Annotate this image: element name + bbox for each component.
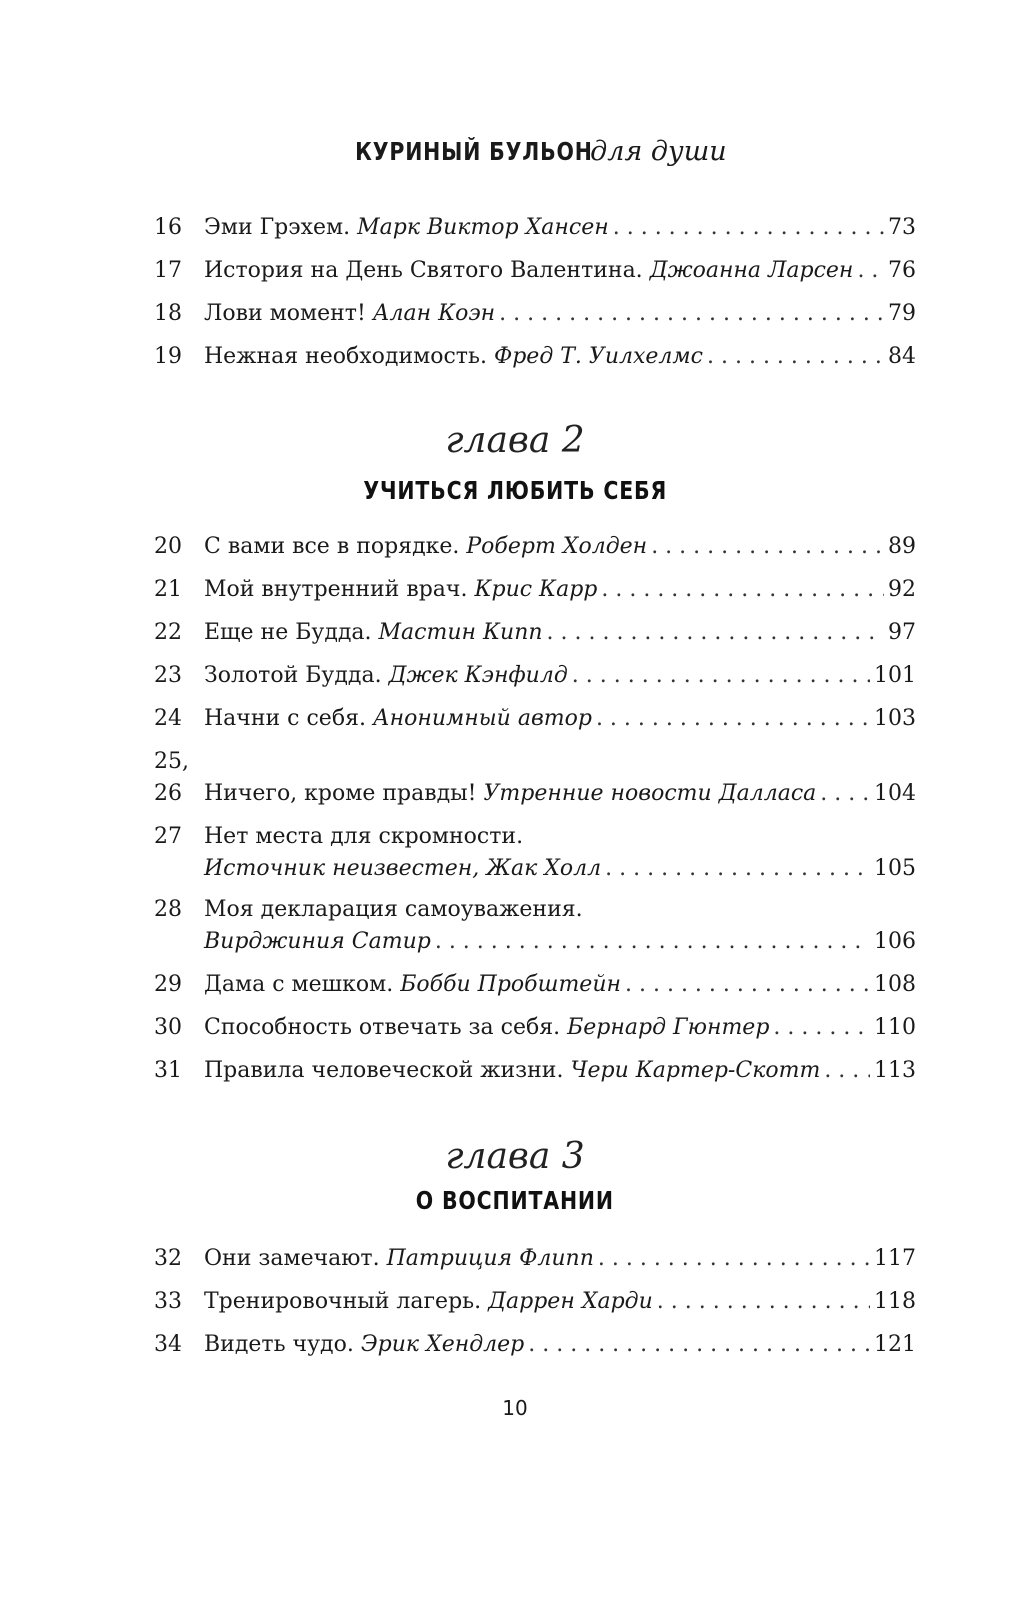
entry-number: 20 [154,534,182,559]
entry-number: 31 [154,1058,182,1083]
toc-entry [154,703,916,735]
toc-entry [154,574,916,606]
dot-leader [773,1012,870,1044]
entry-page: 121 [874,1332,916,1357]
entry-page: 117 [874,1246,916,1271]
entry-number: 27 [154,824,182,849]
entry-title: Начни с себя. [204,706,366,731]
entry-author: Джек Кэнфилд [388,663,568,688]
entry-author: Фред Т. Уилхелмс [493,344,703,369]
dot-leader [572,660,870,692]
entry-page: 89 [888,534,916,559]
entry-page: 104 [874,781,916,806]
dot-leader [613,212,884,244]
entry-title: Эми Грэхем. [204,215,351,240]
entry-author: Бобби Пробштейн [400,972,621,997]
entry-page: 118 [874,1289,916,1314]
toc-entry [154,1329,916,1361]
dot-leader [547,617,884,649]
entry-page: 79 [888,301,916,326]
entry-author: Джоанна Ларсен [649,258,854,283]
entry-title: Способность отвечать за себя. [204,1015,561,1040]
entry-number: 28 [154,897,182,922]
entry-page: 110 [874,1015,916,1040]
entry-author: Бернард Гюнтер [567,1015,770,1040]
entry-author: Алан Коэн [372,301,496,326]
page-number: 10 [502,1396,528,1420]
dot-leader [605,853,870,885]
toc-entry [154,255,916,287]
dot-leader [601,574,884,606]
entry-number: 19 [154,344,182,369]
entry-page: 73 [888,215,916,240]
entry-number: 22 [154,620,182,645]
entry-title: Нежная необходимость. [204,344,487,369]
entry-title: История на День Святого Валентина. [204,258,643,283]
book-title-caps: КУРИНЫЙ БУЛЬОН [355,137,594,166]
chapter-label: глава 3 [445,1136,585,1177]
toc-entry [154,969,916,1001]
entry-title: Ничего, кроме правды! [204,781,477,806]
toc-entry [154,341,916,373]
entry-author: Утренние новости Далласа [483,781,817,806]
dot-leader [857,255,884,287]
dot-leader [596,703,870,735]
entry-page: 84 [888,344,916,369]
entry-author: Эрик Хендлер [360,1332,525,1357]
dot-leader [824,1055,870,1087]
entry-number: 30 [154,1015,182,1040]
entry-page: 106 [874,929,916,954]
entry-number: 26 [154,781,182,806]
entry-author: Мастин Кипп [378,620,543,645]
toc-entry [154,660,916,692]
toc-entry [154,1012,916,1044]
dot-leader [625,969,870,1001]
entry-page: 108 [874,972,916,997]
entry-page: 92 [888,577,916,602]
entry-number: 25, [154,749,189,774]
toc-entry [154,746,916,778]
entry-author: Чери Картер-Скотт [570,1058,821,1083]
book-title-script: для души [590,136,727,167]
entry-author: Крис Карр [474,577,598,602]
entry-page: 101 [874,663,916,688]
entry-title: Они замечают. [204,1246,380,1271]
entry-page: 113 [874,1058,916,1083]
chapter-title: УЧИТЬСЯ ЛЮБИТЬ СЕБЯ [363,476,667,505]
chapter-title: О ВОСПИТАНИИ [415,1186,615,1215]
dot-leader [820,778,870,810]
entry-page: 103 [874,706,916,731]
entry-title: Лови момент! [204,301,366,326]
entry-title: Золотой Будда. [204,663,382,688]
chapter-label: глава 2 [445,420,585,461]
toc-section-1 [154,212,916,373]
entry-number: 24 [154,706,182,731]
entry-page: 97 [888,620,916,645]
entry-author: Роберт Холден [466,534,648,559]
entry-author: Патриция Флипп [386,1246,594,1271]
toc-entry [154,821,916,885]
entry-title: Моя декларация самоуважения. [204,897,583,922]
entry-number: 32 [154,1246,182,1271]
running-header [0,136,1030,167]
entry-page: 105 [874,856,916,881]
toc-entry [154,894,916,958]
entry-number: 34 [154,1332,182,1357]
entry-author: Анонимный автор [372,706,592,731]
entry-title: Тренировочный лагерь. [204,1289,482,1314]
entry-number: 29 [154,972,182,997]
toc-entry [154,531,916,563]
entry-number: 33 [154,1289,182,1314]
toc-entry [154,778,916,810]
dot-leader [651,531,884,563]
entry-title: Дама с мешком. [204,972,394,997]
entry-title: Нет места для скромности. [204,824,524,849]
dot-leader [707,341,884,373]
entry-title: Правила человеческой жизни. [204,1058,564,1083]
entry-author: Вирджиния Сатир [204,929,431,954]
entry-number: 21 [154,577,182,602]
dot-leader [499,298,884,330]
entry-title: Видеть чудо. [204,1332,354,1357]
entry-number: 16 [154,215,182,240]
toc-entry [154,212,916,244]
entry-author: Даррен Харди [488,1289,653,1314]
dot-leader [528,1329,870,1361]
toc-entry [154,1243,916,1275]
entry-title: С вами все в порядке. [204,534,460,559]
toc-entry [154,1286,916,1318]
toc-section-3 [154,1243,916,1361]
entry-title: Еще не Будда. [204,620,372,645]
entry-number: 23 [154,663,182,688]
toc-entry [154,298,916,330]
toc-section-2 [154,531,916,1087]
toc-entry [154,1055,916,1087]
dot-leader [598,1243,870,1275]
entry-author: Марк Виктор Хансен [357,215,609,240]
dot-leader [657,1286,870,1318]
entry-author: Источник неизвестен, Жак Холл [204,856,602,881]
toc-entry [154,617,916,649]
dot-leader [435,926,870,958]
entry-title: Мой внутренний врач. [204,577,468,602]
entry-page: 76 [888,258,916,283]
entry-number: 18 [154,301,182,326]
entry-number: 17 [154,258,182,283]
